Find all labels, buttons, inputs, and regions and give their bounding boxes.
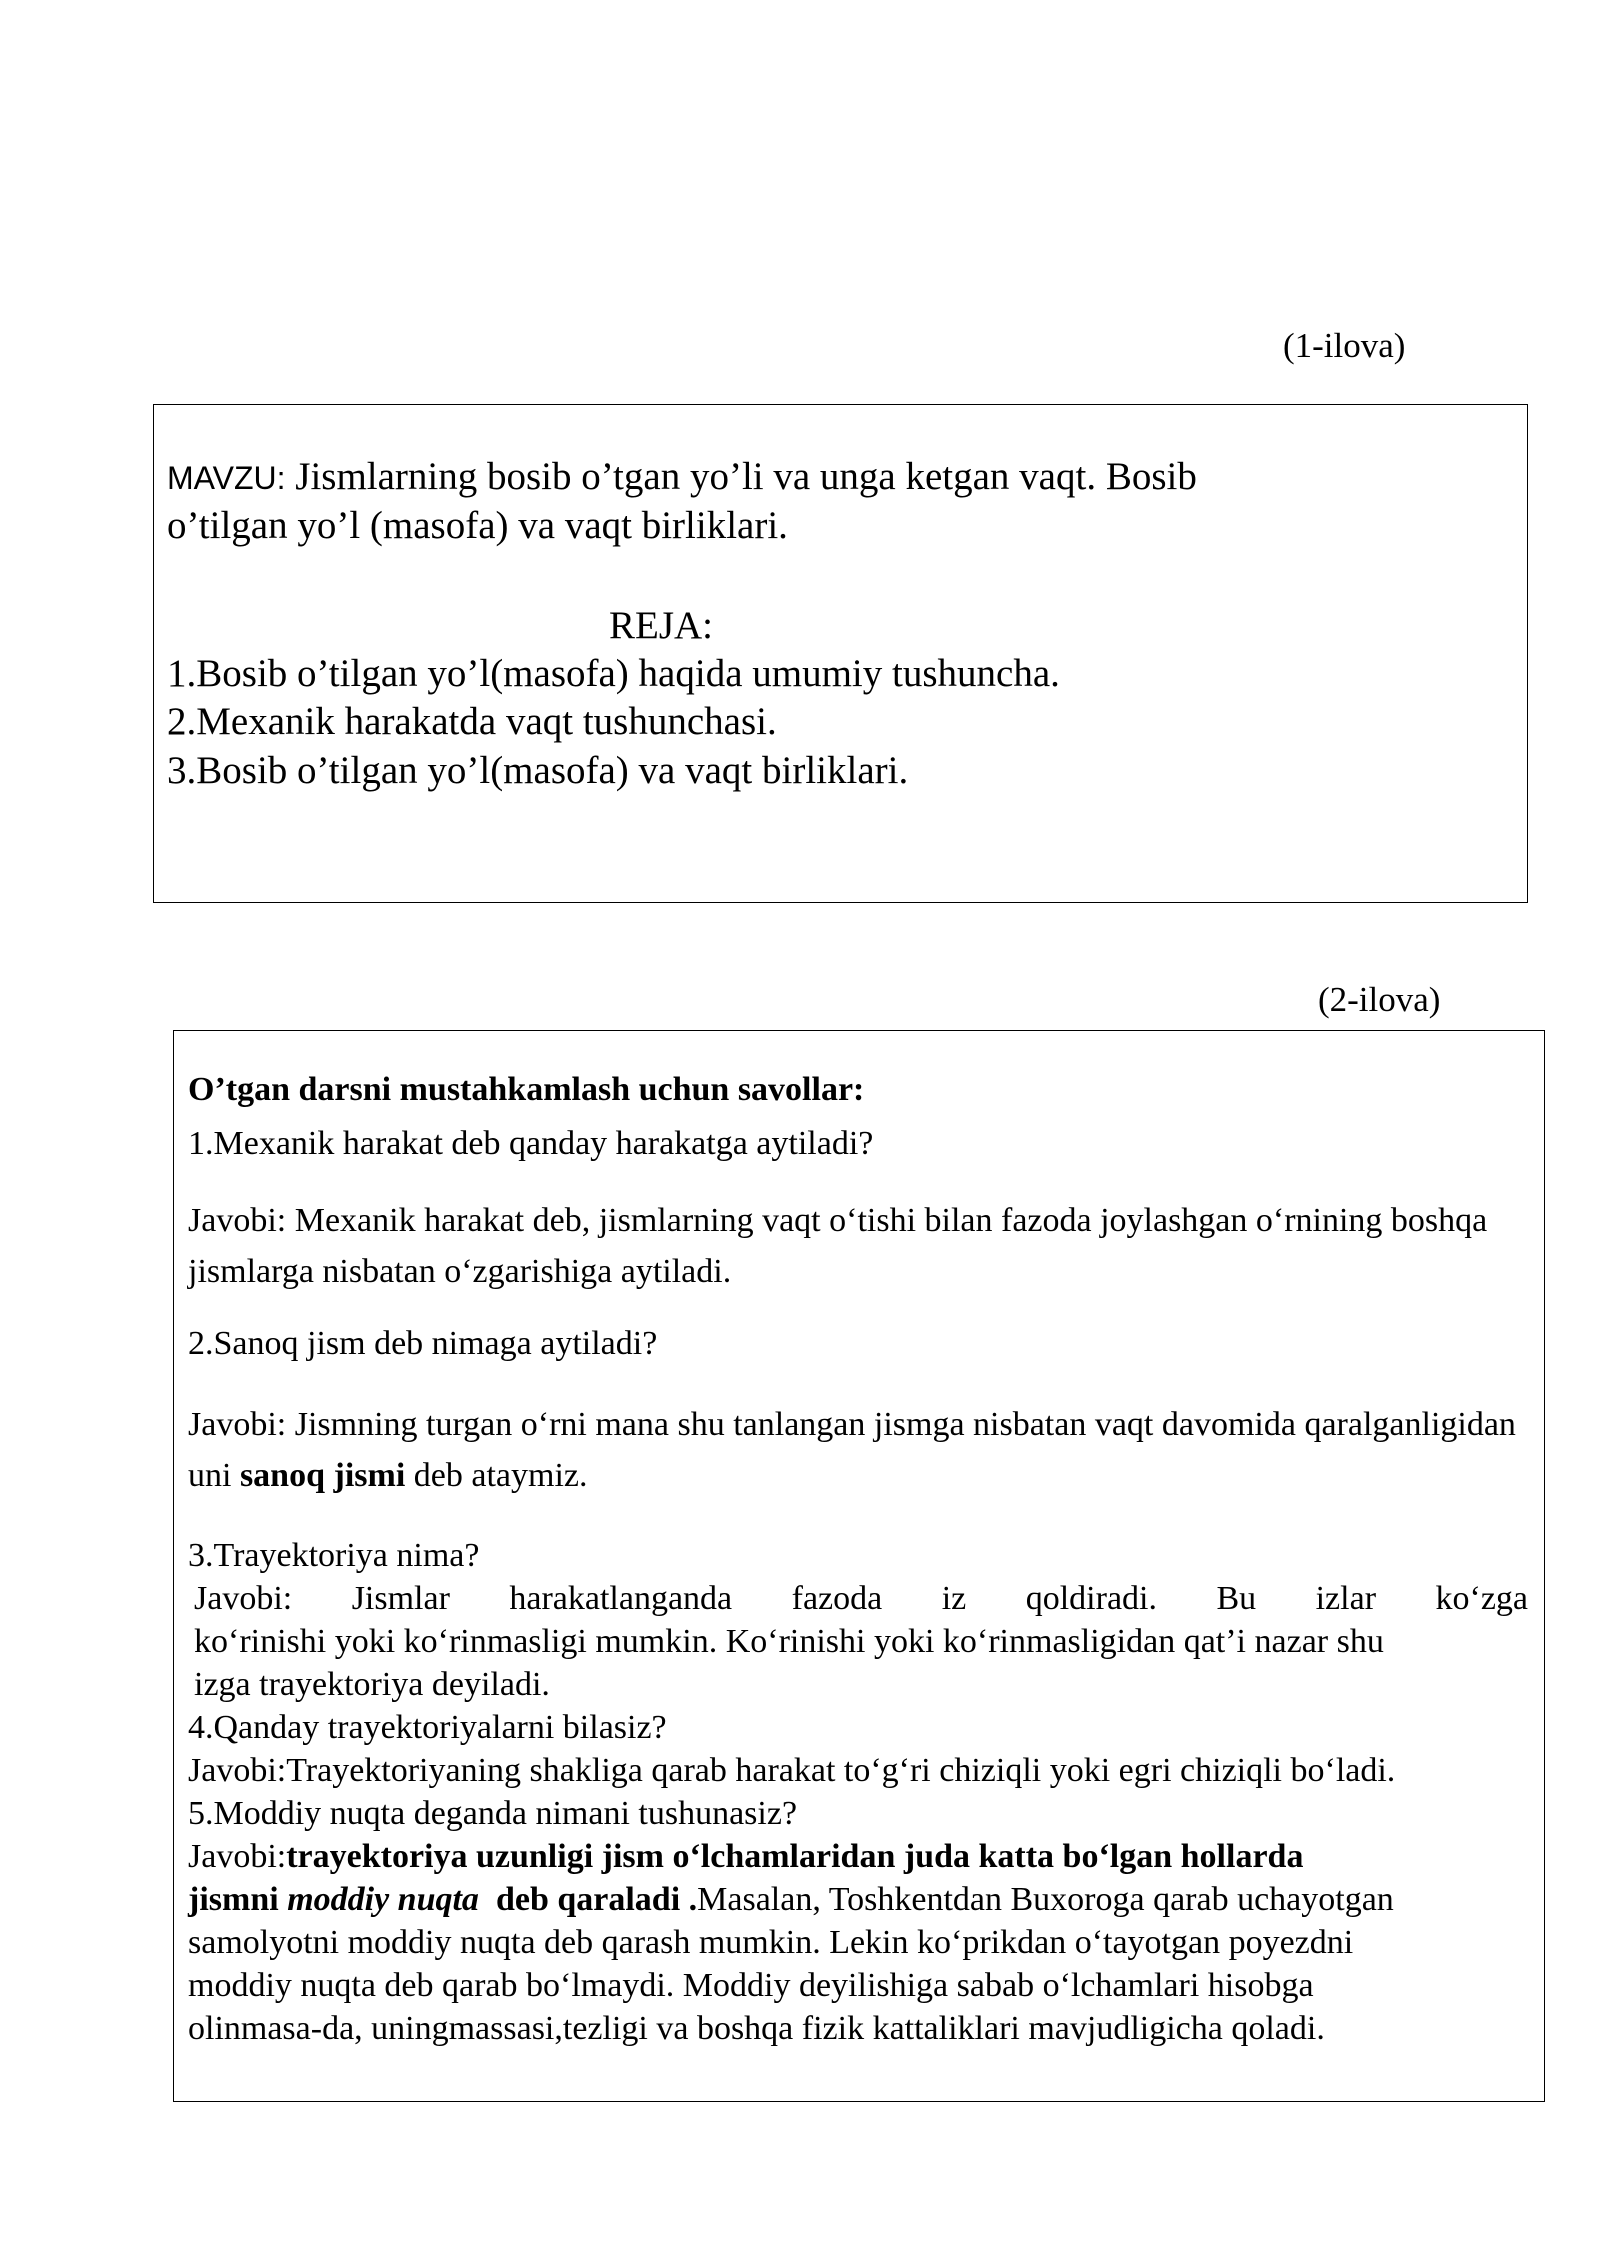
question-3: 3.Trayektoriya nima?: [188, 1537, 480, 1574]
question-1: 1.Mexanik harakat deb qanday harakatga aytiladi?: [188, 1125, 874, 1162]
answer-5-rest-1: Masalan, Toshkentdan Buxoroga qarab uchayotgan: [697, 1881, 1394, 1918]
answer-3-line-3: izga trayektoriya deyiladi.: [194, 1666, 550, 1703]
answer-5-bold-italic: moddiy nuqta: [287, 1881, 479, 1918]
answer-1: Javobi: Mexanik harakat deb, jismlarning vaqt o‘tishi bilan fazoda joylashgan o‘rnining boshqa jismlarga nisbatan o‘zgarishiga aytiladi.: [188, 1202, 1488, 1290]
answer-2-text: Javobi: Jismning turgan o‘rni mana shu tanlangan jismga nisbatan vaqt davomida qaralganligidan uni: [188, 1406, 1516, 1494]
answer-2-bold-term: sanoq jismi: [239, 1457, 406, 1494]
answer-5-bold-2: jismni: [188, 1881, 288, 1918]
topic-line-2: o’tilgan yo’l (masofa) va vaqt birliklari.: [167, 504, 788, 547]
topic-box: [153, 404, 1528, 903]
answer-4: Javobi:Trayektoriyaning shakliga qarab harakat to‘g‘ri chiziqli yoki egri chiziqli bo‘ladi.: [188, 1752, 1396, 1789]
question-2: 2.Sanoq jism deb nimaga aytiladi?: [188, 1325, 658, 1362]
answer-2: [188, 1399, 1528, 1501]
plan-item-2: 2.Mexanik harakatda vaqt tushunchasi.: [167, 700, 777, 743]
answer-5-bold-1: trayektoriya uzunligi jism o‘lchamlaridan juda katta bo‘lgan hollarda: [286, 1838, 1304, 1875]
topic-label: MAVZU:: [167, 460, 286, 496]
answer-2-end: deb ataymiz.: [405, 1457, 588, 1494]
answer-5-line-3: samolyotni moddiy nuqta deb qarash mumkin. Lekin ko‘prikdan o‘tayotgan poyezdni: [188, 1924, 1354, 1961]
appendix-2-label: (2-ilova): [1318, 980, 1441, 1019]
answer-5-line-5: olinmasa-da, uningmassasi,tezligi va boshqa fizik kattaliklari mavjudligicha qoladi.: [188, 2010, 1325, 2047]
answer-3-line-1: Javobi: Jismlar harakatlanganda fazoda iz qoldiradi. Bu izlar ko‘zga: [194, 1580, 1528, 1617]
review-heading: O’tgan darsni mustahkamlash uchun savollar:: [188, 1071, 865, 1108]
plan-heading: REJA:: [609, 604, 714, 647]
topic-text-1: Jismlarning bosib o’tgan yo’li va unga ketgan vaqt. Bosib: [285, 455, 1197, 498]
question-5: 5.Moddiy nuqta deganda nimani tushunasiz?: [188, 1795, 798, 1832]
plan-item-1: 1.Bosib o’tilgan yo’l(masofa) haqida umumiy tushuncha.: [167, 652, 1060, 695]
plan-item-3: 3.Bosib o’tilgan yo’l(masofa) va vaqt birliklari.: [167, 749, 909, 792]
topic-line-1: [167, 452, 1197, 503]
answer-5-line-4: moddiy nuqta deb qarab bo‘lmaydi. Moddiy deyilishiga sabab o‘lchamlari hisobga: [188, 1967, 1314, 2004]
answer-5-line-1: [188, 1835, 1303, 1878]
answer-3-line-2: ko‘rinishi yoki ko‘rinmasligi mumkin. Ko‘rinishi yoki ko‘rinmasligidan qat’i nazar shu: [194, 1623, 1384, 1660]
appendix-1-label: (1-ilova): [1283, 326, 1406, 365]
review-questions-box: [173, 1030, 1545, 2102]
question-4: 4.Qanday trayektoriyalarni bilasiz?: [188, 1709, 667, 1746]
answer-5-prefix: Javobi:: [188, 1838, 287, 1875]
answer-5-bold-3: deb qaraladi .: [478, 1881, 698, 1918]
answer-5-line-2: [188, 1878, 1394, 1921]
